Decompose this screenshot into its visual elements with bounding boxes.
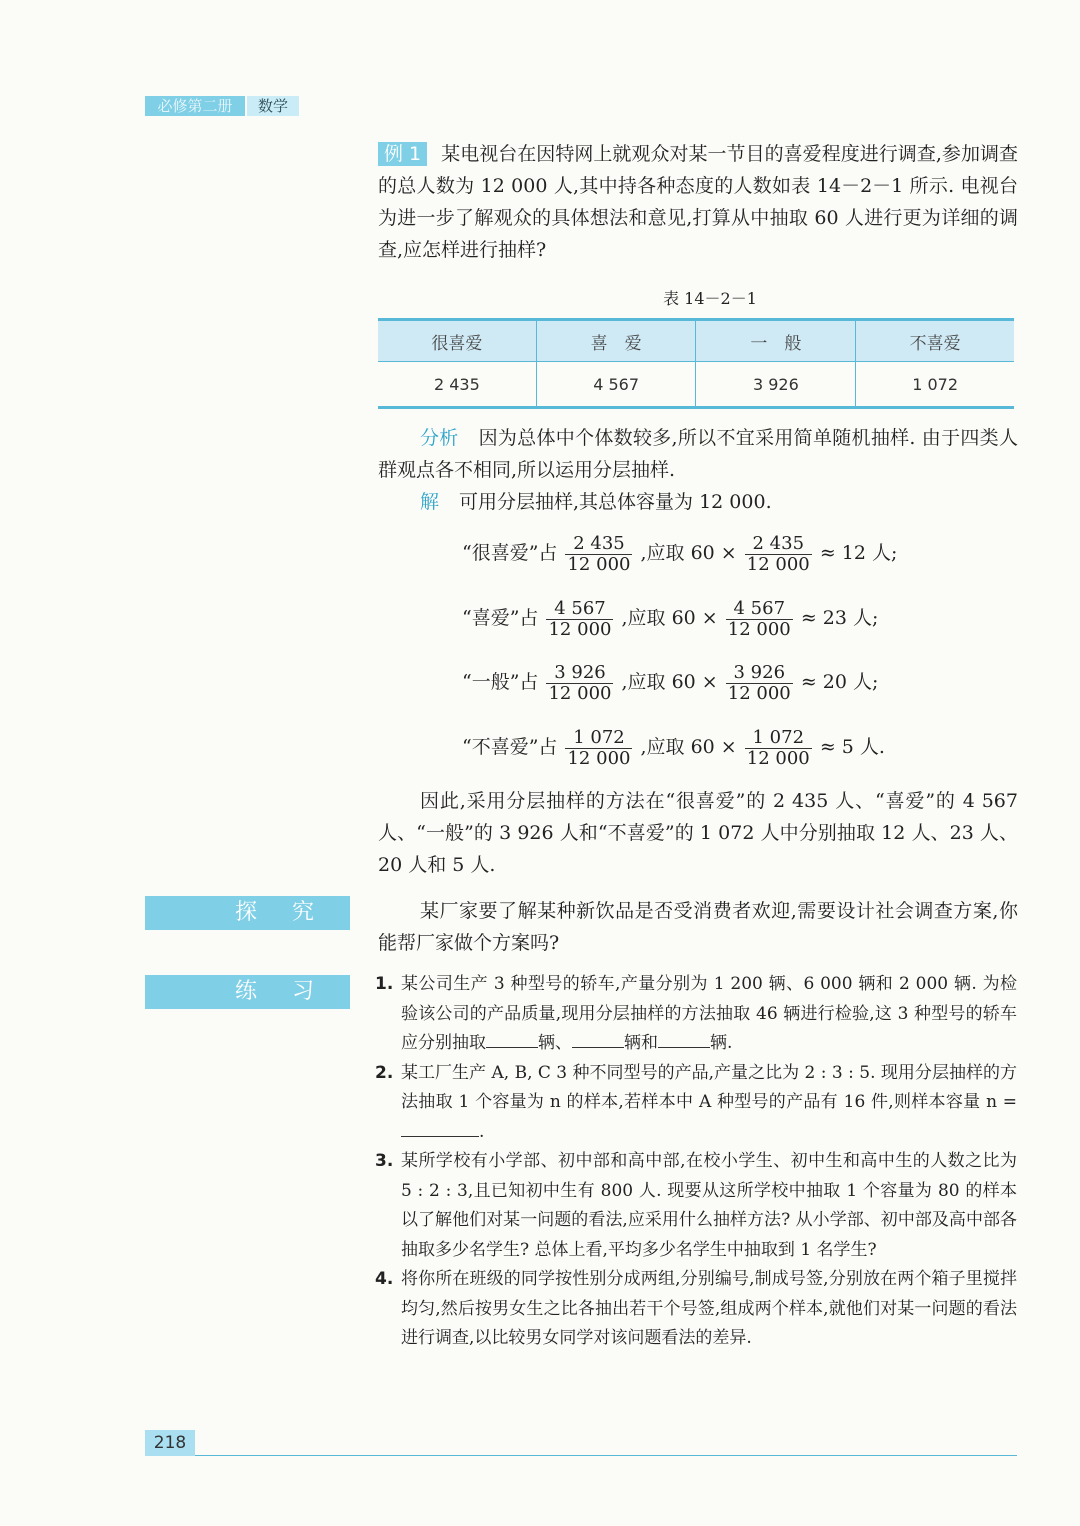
fraction: $\frac{4 567}{12 000}$ xyxy=(727,597,791,640)
explore-label: 探 究 xyxy=(145,896,350,930)
result-text: ≈ 12 人; xyxy=(819,542,898,564)
item-number: 4. xyxy=(375,1269,394,1289)
data-table xyxy=(378,318,1014,409)
practice-list xyxy=(375,970,1017,1354)
item-text: 某公司生产 3 种型号的轿车,产量分别为 1 200 辆、6 000 辆和 2 000 辆. 为检验该公司的产品质量,现用分层抽样的方法抽取 46 辆进行检验,这 3 种型号的轿车应分别抽取 辆、 辆和 辆. xyxy=(401,974,1017,1053)
solution-row xyxy=(462,528,897,578)
item-text: 某所学校有小学部、初中部和高中部,在校小学生、初中生和高中生的人数之比为 5 : 2 : 3,且已知初中生有 800 人. 现要从这所学校中抽取 1 个容量为 80 的样本以了解他们对某一问题的看法,应采用什么抽样方法? 从小学部、初中部及高中部各抽取多少名学生? 总体上看,平均多少名学生中抽取到 1 名学生? xyxy=(401,1151,1017,1260)
fraction: $\frac{2 435}{12 000}$ xyxy=(746,532,810,575)
footer-rule xyxy=(195,1455,1017,1456)
book-title-tab: 必修第二册 xyxy=(145,96,245,116)
solution-text: 可用分层抽样,其总体容量为 12 000. xyxy=(459,491,772,513)
fraction: $\frac{4 567}{12 000}$ xyxy=(548,597,612,640)
fraction: $\frac{3 926}{12 000}$ xyxy=(727,661,791,704)
explore-text: 某厂家要了解某种新饮品是否受消费者欢迎,需要设计社会调查方案,你能帮厂家做个方案吗? xyxy=(378,900,1018,954)
table-caption: 表 14－2－1 xyxy=(663,289,757,308)
solution-paragraph xyxy=(420,486,1020,518)
example-text: 某电视台在因特网上就观众对某一节目的喜爱程度进行调查,参加调查的总人数为 12 000 人,其中持各种态度的人数如表 14－2－1 所示. 电视台为进一步了解观众的具体想法和意见,打算从中抽取 60 人进行更为详细的调查,应怎样进行抽样? xyxy=(378,143,1018,261)
fraction: $\frac{1 072}{12 000}$ xyxy=(567,726,631,769)
analysis-text: 因为总体中个体数较多,所以不宜采用简单随机抽样. 由于四类人群观点各不相同,所以运用分层抽样. xyxy=(378,427,1018,481)
table-header: 喜 爱 xyxy=(536,320,696,362)
item-text: 将你所在班级的同学按性别分成两组,分别编号,制成号签,分别放在两个箱子里搅拌均匀,然后按男女生之比各抽出若干个号签,组成两个样本,就他们对某一问题的看法进行调查,以比较男女同学对该问题看法的差异. xyxy=(401,1269,1017,1348)
table-header: 一 般 xyxy=(696,320,856,362)
answer-blank[interactable] xyxy=(486,1029,538,1048)
list-item xyxy=(375,1147,1017,1265)
page-number: 218 xyxy=(145,1430,195,1456)
analysis-label: 分析 xyxy=(420,427,459,449)
table-header: 不喜爱 xyxy=(856,320,1014,362)
category-label: “喜爱”占 xyxy=(462,607,539,629)
answer-blank[interactable] xyxy=(401,1118,479,1137)
answer-blank[interactable] xyxy=(658,1029,710,1048)
table-header-row xyxy=(378,320,1014,362)
result-text: ≈ 23 人; xyxy=(800,607,879,629)
list-item xyxy=(375,970,1017,1059)
example-badge: 例 1 xyxy=(378,142,427,166)
table-cell: 3 926 xyxy=(696,362,856,408)
item-text: 某工厂生产 A, B, C 3 种不同型号的产品,产量之比为 2 : 3 : 5. 现用分层抽样的方法抽取 1 个容量为 n 的样本,若样本中 A 种型号的产品有 16 件,则样本容量 n = . xyxy=(401,1062,1017,1142)
multiplier-text: ,应取 60 × xyxy=(621,671,718,693)
fraction: $\frac{3 926}{12 000}$ xyxy=(548,661,612,704)
conclusion-paragraph: 因此,采用分层抽样的方法在“很喜爱”的 2 435 人、“喜爱”的 4 567 人、“一般”的 3 926 人和“不喜爱”的 1 072 人中分别抽取 12 人、23 人、20 人和 5 人. xyxy=(378,790,1018,876)
analysis-paragraph xyxy=(378,422,1018,486)
subject-tab: 数学 xyxy=(247,96,299,116)
solution-row xyxy=(462,593,878,643)
multiplier-text: ,应取 60 × xyxy=(621,607,718,629)
fraction: $\frac{1 072}{12 000}$ xyxy=(746,726,810,769)
category-label: “一般”占 xyxy=(462,671,539,693)
category-label: “不喜爱”占 xyxy=(462,736,558,758)
solution-row xyxy=(462,722,885,772)
list-item xyxy=(375,1265,1017,1354)
table-header: 很喜爱 xyxy=(378,320,536,362)
item-number: 2. xyxy=(375,1062,394,1083)
solution-row xyxy=(462,657,878,707)
result-text: ≈ 5 人. xyxy=(819,736,885,758)
example-paragraph xyxy=(378,138,1018,266)
fraction: $\frac{2 435}{12 000}$ xyxy=(567,532,631,575)
list-item xyxy=(375,1059,1017,1148)
item-number: 1. xyxy=(375,974,394,994)
table-cell: 2 435 xyxy=(378,362,536,408)
multiplier-text: ,应取 60 × xyxy=(640,542,737,564)
solution-label: 解 xyxy=(420,491,440,513)
table-cell: 1 072 xyxy=(856,362,1014,408)
multiplier-text: ,应取 60 × xyxy=(640,736,737,758)
item-number: 3. xyxy=(375,1151,394,1171)
table-row xyxy=(378,362,1014,408)
result-text: ≈ 20 人; xyxy=(800,671,879,693)
table-cell: 4 567 xyxy=(536,362,696,408)
answer-blank[interactable] xyxy=(572,1029,624,1048)
practice-label: 练 习 xyxy=(145,975,350,1009)
category-label: “很喜爱”占 xyxy=(462,542,558,564)
